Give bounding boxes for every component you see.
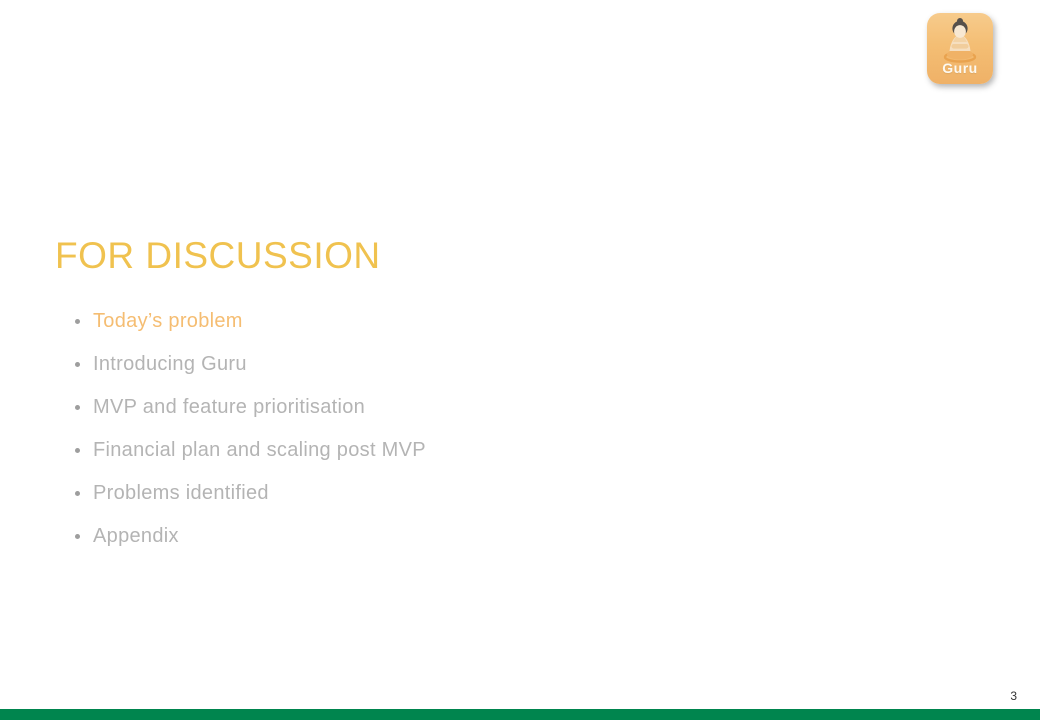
agenda-item <box>75 300 426 343</box>
agenda-item <box>75 429 426 472</box>
bullet-dot <box>75 405 80 410</box>
agenda-item-label: Problems identified <box>93 482 269 504</box>
slide-title: FOR DISCUSSION <box>55 234 381 276</box>
logo-label: Guru <box>942 60 978 76</box>
bullet-dot <box>75 362 80 367</box>
bullet-dot <box>75 448 80 453</box>
agenda-item <box>75 386 426 429</box>
buddha-icon <box>938 13 982 63</box>
agenda-item <box>75 343 426 386</box>
agenda-item-label: Financial plan and scaling post MVP <box>93 439 426 461</box>
bullet-dot <box>75 491 80 496</box>
agenda-item-label: Today’s problem <box>93 310 243 332</box>
agenda-item <box>75 515 426 558</box>
agenda-item-label: MVP and feature prioritisation <box>93 396 366 418</box>
page-number: 3 <box>1010 689 1017 703</box>
footer-bar <box>0 709 1040 720</box>
bullet-dot <box>75 319 80 324</box>
agenda-item <box>75 472 426 515</box>
agenda-list <box>75 300 426 558</box>
guru-logo <box>927 13 993 84</box>
agenda-item-label: Introducing Guru <box>93 353 247 375</box>
agenda-item-label: Appendix <box>93 525 179 547</box>
bullet-dot <box>75 534 80 539</box>
